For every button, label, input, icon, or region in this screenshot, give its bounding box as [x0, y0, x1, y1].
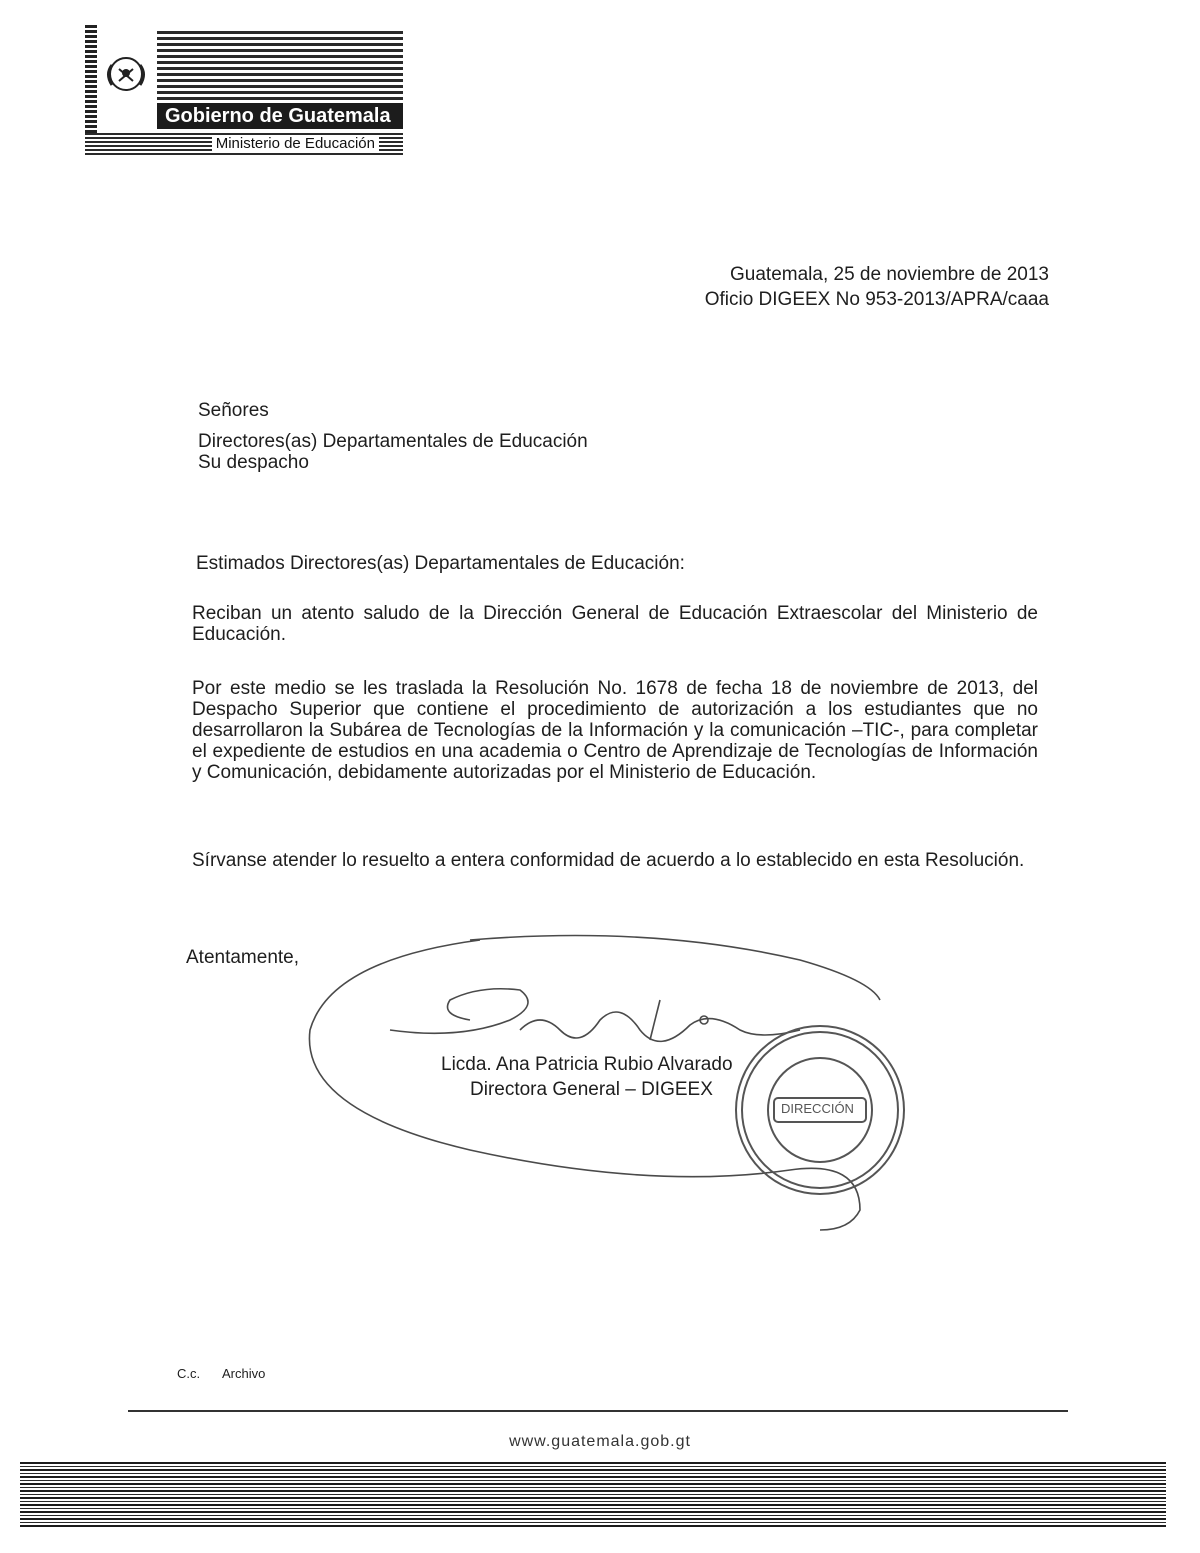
cc-value: Archivo: [222, 1366, 266, 1381]
logo-ministry-text: Ministerio de Educación: [212, 135, 379, 152]
recipient-line-1: Señores: [198, 400, 269, 421]
stamp-inner-label: DIRECCIÓN: [781, 1101, 854, 1116]
logo-ministry-band: [85, 133, 403, 155]
ministry-logo: [85, 25, 403, 152]
letter-date: Guatemala, 25 de noviembre de 2013: [730, 264, 1049, 285]
logo-government-text: Gobierno de Guatemala: [157, 103, 403, 129]
palace-illustration: [157, 31, 403, 101]
recipient-line-2: Directores(as) Departamentales de Educación: [198, 431, 588, 452]
paragraph-1: Reciban un atento saludo de la Dirección General de Educación Extraescolar del Ministerio de Educación.: [192, 603, 1038, 645]
letter-reference: Oficio DIGEEX No 953-2013/APRA/caaa: [704, 289, 1049, 310]
recipient-line-3: Su despacho: [198, 452, 309, 473]
logo-stripe: [85, 25, 97, 137]
signer-title: Directora General – DIGEEX: [470, 1079, 713, 1100]
cc-label: C.c.: [177, 1366, 201, 1381]
closing: Atentamente,: [186, 947, 300, 968]
footer-divider: [128, 1410, 1068, 1412]
footer-url: www.guatemala.gob.gt: [509, 1433, 691, 1450]
paragraph-3: Sírvanse atender lo resuelto a entera conformidad de acuerdo a lo establecido en esta Resolución.: [192, 850, 1025, 871]
footer-stripes: [20, 1462, 1166, 1528]
signer-name: Licda. Ana Patricia Rubio Alvarado: [441, 1054, 733, 1075]
coat-of-arms-icon: [99, 29, 153, 119]
salutation: Estimados Directores(as) Departamentales de Educación:: [196, 553, 685, 574]
paragraph-2: Por este medio se les traslada la Resolución No. 1678 de fecha 18 de noviembre de 2013, del Despacho Superior que contiene el procedimiento de autorización a los estudiantes que no desarrollaron la Subárea de Tecnologías de la Información y la comunicación –TIC-, para completar el expediente de estudios en una academia o Centro de Aprendizaje de Tecnologías de Información y Comunicación, debidamente autorizadas por el Ministerio de Educación.: [192, 678, 1038, 783]
